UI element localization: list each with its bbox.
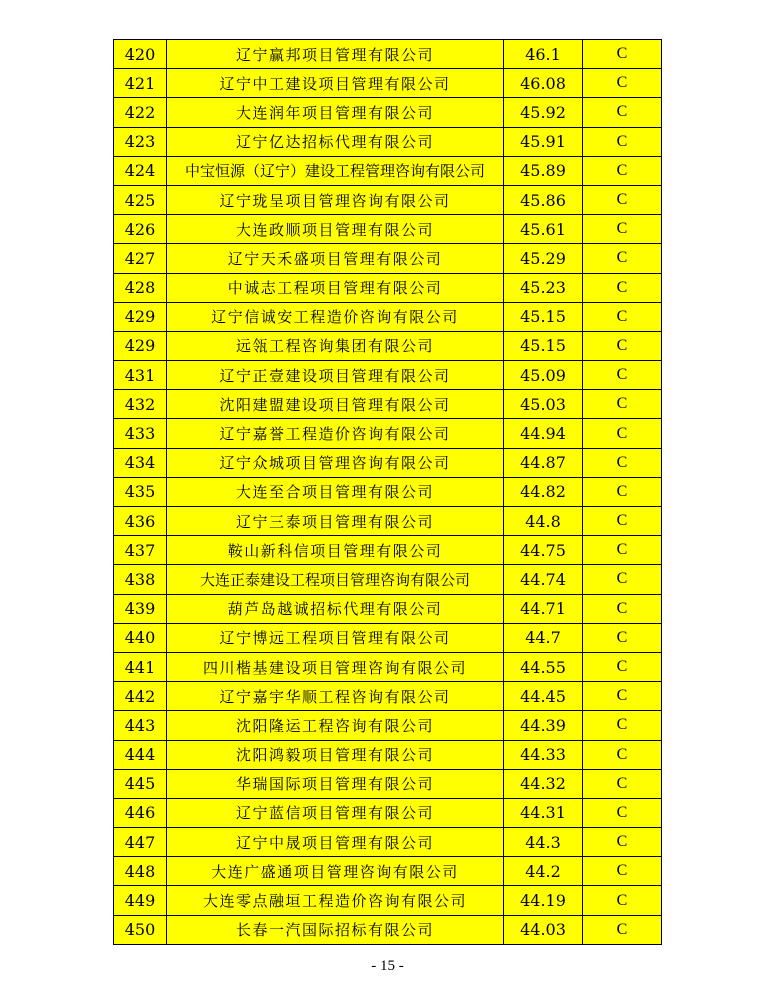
company-name-cell: 大连零点融垣工程造价咨询有限公司: [167, 886, 504, 915]
company-name-cell: 鞍山新科信项目管理有限公司: [167, 536, 504, 565]
company-name-cell: 大连广盛通项目管理咨询有限公司: [167, 857, 504, 886]
company-name-cell: 辽宁天禾盛项目管理有限公司: [167, 244, 504, 273]
rank-cell: 434: [114, 448, 167, 477]
company-name-cell: 大连政顺项目管理有限公司: [167, 215, 504, 244]
table-row: [114, 69, 662, 98]
company-name-cell: 辽宁嘉誉工程造价咨询有限公司: [167, 419, 504, 448]
rank-cell: 429: [114, 331, 167, 360]
rank-cell: 437: [114, 536, 167, 565]
score-cell: 44.19: [504, 886, 583, 915]
score-cell: 44.3: [504, 828, 583, 857]
score-cell: 44.45: [504, 682, 583, 711]
grade-cell: C: [583, 565, 662, 594]
ranking-table: [113, 39, 662, 945]
table-row: [114, 507, 662, 536]
grade-cell: C: [583, 594, 662, 623]
grade-cell: C: [583, 652, 662, 681]
score-cell: 45.15: [504, 302, 583, 331]
rank-cell: 429: [114, 302, 167, 331]
grade-cell: C: [583, 798, 662, 827]
grade-cell: C: [583, 244, 662, 273]
company-name-cell: 辽宁中工建设项目管理有限公司: [167, 69, 504, 98]
score-cell: 45.91: [504, 127, 583, 156]
score-cell: 44.2: [504, 857, 583, 886]
score-cell: 45.29: [504, 244, 583, 273]
company-name-cell: 四川楷基建设项目管理咨询有限公司: [167, 652, 504, 681]
rank-cell: 422: [114, 98, 167, 127]
score-cell: 44.82: [504, 477, 583, 506]
rank-cell: 435: [114, 477, 167, 506]
grade-cell: C: [583, 98, 662, 127]
grade-cell: C: [583, 828, 662, 857]
grade-cell: C: [583, 682, 662, 711]
score-cell: 45.86: [504, 185, 583, 214]
rank-cell: 449: [114, 886, 167, 915]
table-row: [114, 915, 662, 944]
company-name-cell: 华瑞国际项目管理有限公司: [167, 769, 504, 798]
table-row: [114, 390, 662, 419]
company-name-cell: 辽宁众城项目管理咨询有限公司: [167, 448, 504, 477]
table-row: [114, 682, 662, 711]
grade-cell: C: [583, 711, 662, 740]
company-name-cell: 辽宁蓝信项目管理有限公司: [167, 798, 504, 827]
table-row: [114, 477, 662, 506]
table-row: [114, 273, 662, 302]
company-name-cell: 沈阳隆运工程咨询有限公司: [167, 711, 504, 740]
rank-cell: 439: [114, 594, 167, 623]
score-cell: 44.33: [504, 740, 583, 769]
rank-cell: 447: [114, 828, 167, 857]
grade-cell: C: [583, 185, 662, 214]
score-cell: 44.32: [504, 769, 583, 798]
table-row: [114, 185, 662, 214]
table-row: [114, 565, 662, 594]
rank-cell: 445: [114, 769, 167, 798]
grade-cell: C: [583, 127, 662, 156]
rank-cell: 443: [114, 711, 167, 740]
grade-cell: C: [583, 390, 662, 419]
score-cell: 44.8: [504, 507, 583, 536]
table-row: [114, 448, 662, 477]
grade-cell: C: [583, 273, 662, 302]
grade-cell: C: [583, 507, 662, 536]
grade-cell: C: [583, 915, 662, 944]
grade-cell: C: [583, 69, 662, 98]
grade-cell: C: [583, 302, 662, 331]
company-name-cell: 辽宁中晟项目管理有限公司: [167, 828, 504, 857]
score-cell: 44.39: [504, 711, 583, 740]
rank-cell: 450: [114, 915, 167, 944]
grade-cell: C: [583, 156, 662, 185]
rank-cell: 440: [114, 623, 167, 652]
rank-cell: 421: [114, 69, 167, 98]
table-row: [114, 623, 662, 652]
score-cell: 45.15: [504, 331, 583, 360]
score-cell: 44.75: [504, 536, 583, 565]
company-name-cell: 长春一汽国际招标有限公司: [167, 915, 504, 944]
rank-cell: 425: [114, 185, 167, 214]
company-name-cell: 沈阳鸿毅项目管理有限公司: [167, 740, 504, 769]
company-name-cell: 葫芦岛越诚招标代理有限公司: [167, 594, 504, 623]
company-name-cell: 辽宁亿达招标代理有限公司: [167, 127, 504, 156]
table-row: [114, 886, 662, 915]
grade-cell: C: [583, 857, 662, 886]
rank-cell: 428: [114, 273, 167, 302]
score-cell: 46.1: [504, 40, 583, 69]
score-cell: 46.08: [504, 69, 583, 98]
table-row: [114, 594, 662, 623]
grade-cell: C: [583, 740, 662, 769]
score-cell: 45.92: [504, 98, 583, 127]
score-cell: 45.61: [504, 215, 583, 244]
table-row: [114, 156, 662, 185]
table-row: [114, 215, 662, 244]
grade-cell: C: [583, 769, 662, 798]
table-row: [114, 857, 662, 886]
rank-cell: 448: [114, 857, 167, 886]
ranking-table-body: [114, 40, 662, 945]
rank-cell: 431: [114, 361, 167, 390]
score-cell: 44.7: [504, 623, 583, 652]
company-name-cell: 辽宁三泰项目管理有限公司: [167, 507, 504, 536]
company-name-cell: 大连润年项目管理有限公司: [167, 98, 504, 127]
rank-cell: 432: [114, 390, 167, 419]
grade-cell: C: [583, 623, 662, 652]
company-name-cell: 大连正泰建设工程项目管理咨询有限公司: [167, 565, 504, 594]
table-row: [114, 536, 662, 565]
score-cell: 44.87: [504, 448, 583, 477]
score-cell: 45.03: [504, 390, 583, 419]
table-row: [114, 711, 662, 740]
grade-cell: C: [583, 40, 662, 69]
rank-cell: 442: [114, 682, 167, 711]
rank-cell: 433: [114, 419, 167, 448]
table-row: [114, 98, 662, 127]
table-row: [114, 302, 662, 331]
company-name-cell: 大连至合项目管理有限公司: [167, 477, 504, 506]
score-cell: 45.09: [504, 361, 583, 390]
grade-cell: C: [583, 477, 662, 506]
company-name-cell: 沈阳建盟建设项目管理有限公司: [167, 390, 504, 419]
score-cell: 44.31: [504, 798, 583, 827]
company-name-cell: 辽宁珑呈项目管理咨询有限公司: [167, 185, 504, 214]
score-cell: 44.03: [504, 915, 583, 944]
score-cell: 44.94: [504, 419, 583, 448]
table-row: [114, 244, 662, 273]
company-name-cell: 辽宁信诚安工程造价咨询有限公司: [167, 302, 504, 331]
rank-cell: 438: [114, 565, 167, 594]
company-name-cell: 中诚志工程项目管理有限公司: [167, 273, 504, 302]
rank-cell: 423: [114, 127, 167, 156]
score-cell: 45.23: [504, 273, 583, 302]
rank-cell: 427: [114, 244, 167, 273]
company-name-cell: 辽宁赢邦项目管理有限公司: [167, 40, 504, 69]
rank-cell: 444: [114, 740, 167, 769]
table-row: [114, 740, 662, 769]
company-name-cell: 远瓴工程咨询集团有限公司: [167, 331, 504, 360]
grade-cell: C: [583, 448, 662, 477]
company-name-cell: 中宝恒源（辽宁）建设工程管理咨询有限公司: [167, 156, 504, 185]
grade-cell: C: [583, 419, 662, 448]
company-name-cell: 辽宁博远工程项目管理有限公司: [167, 623, 504, 652]
table-row: [114, 127, 662, 156]
score-cell: 44.74: [504, 565, 583, 594]
company-name-cell: 辽宁正壹建设项目管理有限公司: [167, 361, 504, 390]
grade-cell: C: [583, 331, 662, 360]
grade-cell: C: [583, 361, 662, 390]
table-row: [114, 798, 662, 827]
table-row: [114, 40, 662, 69]
rank-cell: 441: [114, 652, 167, 681]
table-row: [114, 419, 662, 448]
company-name-cell: 辽宁嘉宇华顺工程咨询有限公司: [167, 682, 504, 711]
table-row: [114, 361, 662, 390]
rank-cell: 420: [114, 40, 167, 69]
table-row: [114, 828, 662, 857]
grade-cell: C: [583, 536, 662, 565]
score-cell: 44.55: [504, 652, 583, 681]
rank-cell: 424: [114, 156, 167, 185]
score-cell: 44.71: [504, 594, 583, 623]
score-cell: 45.89: [504, 156, 583, 185]
table-row: [114, 652, 662, 681]
rank-cell: 446: [114, 798, 167, 827]
grade-cell: C: [583, 886, 662, 915]
table-row: [114, 769, 662, 798]
grade-cell: C: [583, 215, 662, 244]
rank-cell: 436: [114, 507, 167, 536]
rank-cell: 426: [114, 215, 167, 244]
page-number: - 15 -: [371, 958, 404, 974]
table-row: [114, 331, 662, 360]
